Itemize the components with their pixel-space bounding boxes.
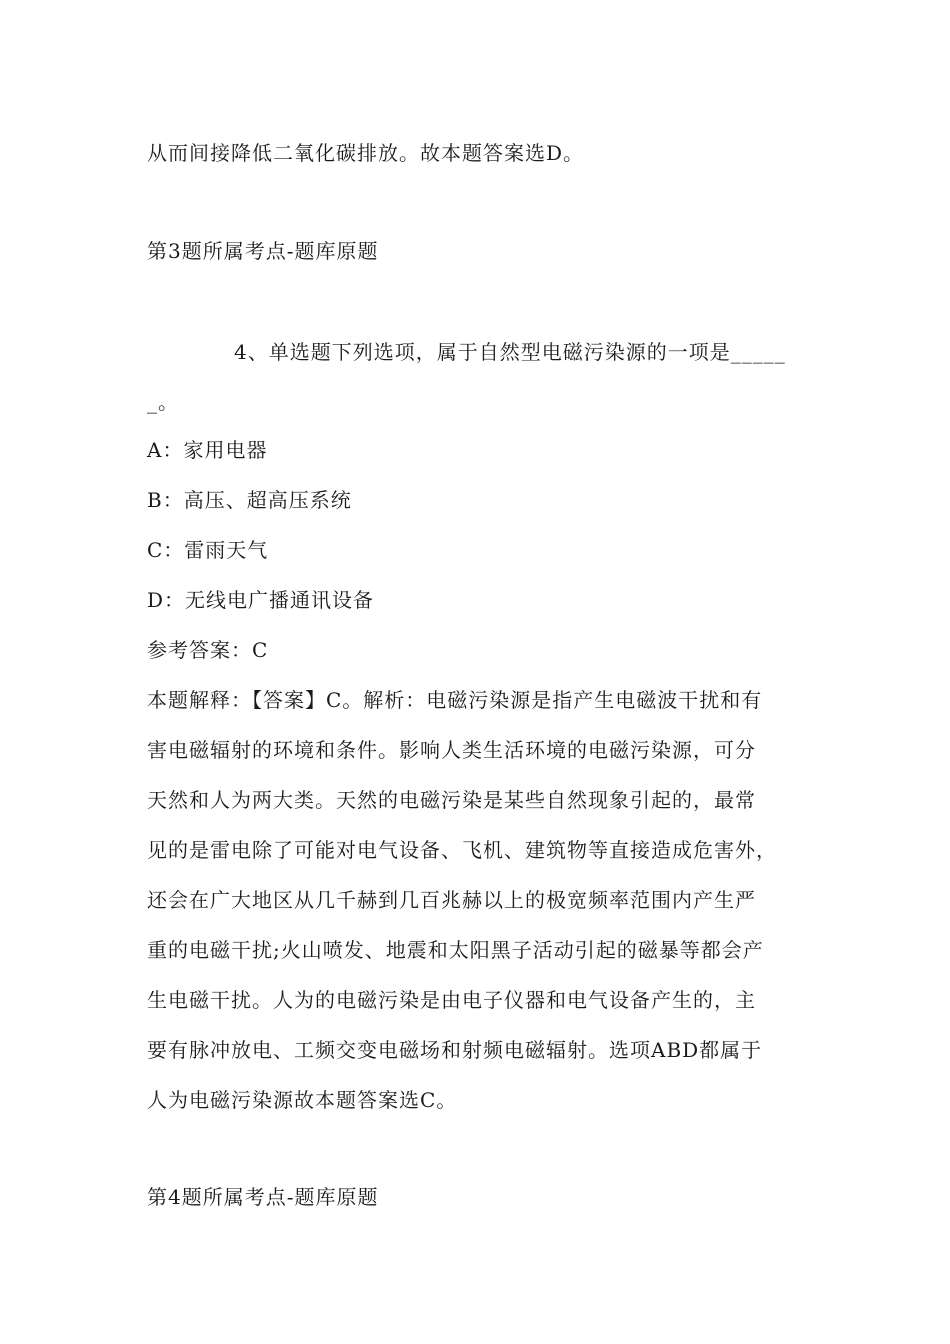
explanation-line: 本题解释：【答案】C。解析：电磁污染源是指产生电磁波干扰和有: [147, 688, 763, 712]
question-4-stem-line-1: 4、单选题下列选项，属于自然型电磁污染源的一项是_____: [234, 340, 786, 364]
question-3-topic: 第3题所属考点-题库原题: [147, 239, 379, 263]
question-4-stem-line-2: _。: [147, 390, 179, 414]
question-4-topic: 第4题所属考点-题库原题: [147, 1185, 379, 1209]
option-d: D：无线电广播通讯设备: [147, 588, 375, 612]
explanation-line: 重的电磁干扰;火山喷发、地震和太阳黑子活动引起的磁暴等都会产: [147, 938, 764, 962]
option-c: C：雷雨天气: [147, 538, 269, 562]
explanation-line: 人为电磁污染源故本题答案选C。: [147, 1088, 458, 1112]
previous-answer-tail: 从而间接降低二氧化碳排放。故本题答案选D。: [147, 141, 585, 165]
explanation-line: 害电磁辐射的环境和条件。影响人类生活环境的电磁污染源，可分: [147, 738, 756, 762]
option-b: B：高压、超高压系统: [147, 488, 352, 512]
explanation-line: 还会在广大地区从几千赫到几百兆赫以上的极宽频率范围内产生严: [147, 888, 756, 912]
explanation-line: 要有脉冲放电、工频交变电磁场和射频电磁辐射。选项ABD都属于: [147, 1038, 763, 1062]
explanation-line: 见的是雷电除了可能对电气设备、飞机、建筑物等直接造成危害外，: [147, 838, 777, 862]
explanation-line: 生电磁干扰。人为的电磁污染是由电子仪器和电气设备产生的，主: [147, 988, 756, 1012]
reference-answer: 参考答案：C: [147, 638, 269, 662]
explanation-line: 天然和人为两大类。天然的电磁污染是某些自然现象引起的，最常: [147, 788, 756, 812]
option-a: A：家用电器: [147, 438, 268, 462]
